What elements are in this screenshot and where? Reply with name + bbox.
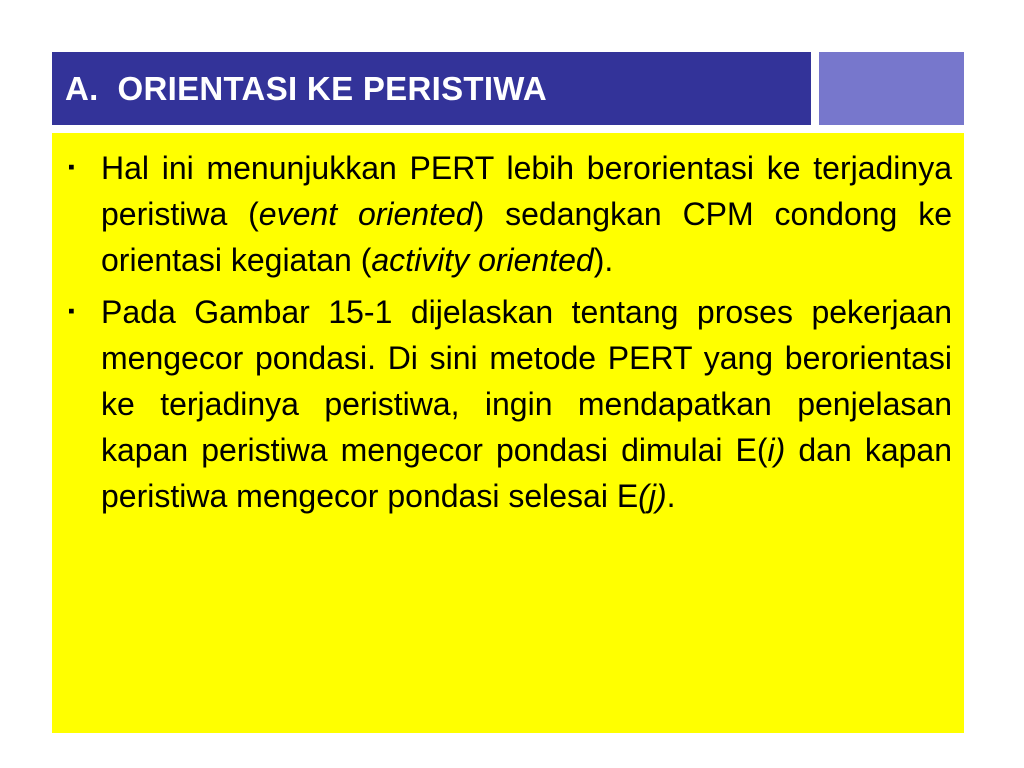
bullet-item-orientation	[64, 145, 952, 283]
bullet-text: dan kapan peristiwa mengecor pondasi selesai E	[101, 432, 952, 514]
slide-title: A. ORIENTASI KE PERISTIWA	[65, 69, 548, 107]
bullet-text: Pada Gambar 15-1 dijelaskan tentang proses pekerjaan mengecor pondasi. Di sini metode PERT yang berorientasi ke terjadinya peristiwa, ingin mendapatkan penjelasan kapan peristiwa mengecor pondasi dimulai E(	[101, 294, 952, 468]
emphasis-text: i)	[767, 432, 786, 468]
bullet-text: ) sedangkan CPM condong ke orientasi kegiatan (	[101, 196, 953, 278]
title-bar	[52, 52, 811, 125]
emphasis-text: activity oriented	[371, 242, 594, 278]
square-bullet-icon: ▪	[68, 301, 75, 322]
bullet-item-figure-description	[64, 289, 952, 519]
bullet-text: ).	[593, 242, 614, 278]
bullet-text: .	[666, 478, 676, 514]
bullet-list	[64, 145, 952, 519]
emphasis-text: event oriented	[258, 196, 474, 232]
content-panel	[52, 133, 964, 733]
decorative-accent-square	[819, 52, 964, 125]
emphasis-text: (j)	[638, 478, 667, 514]
square-bullet-icon: ▪	[68, 157, 75, 178]
bullet-text: Hal ini menunjukkan PERT lebih berorientasi ke terjadinya peristiwa (	[101, 150, 952, 232]
